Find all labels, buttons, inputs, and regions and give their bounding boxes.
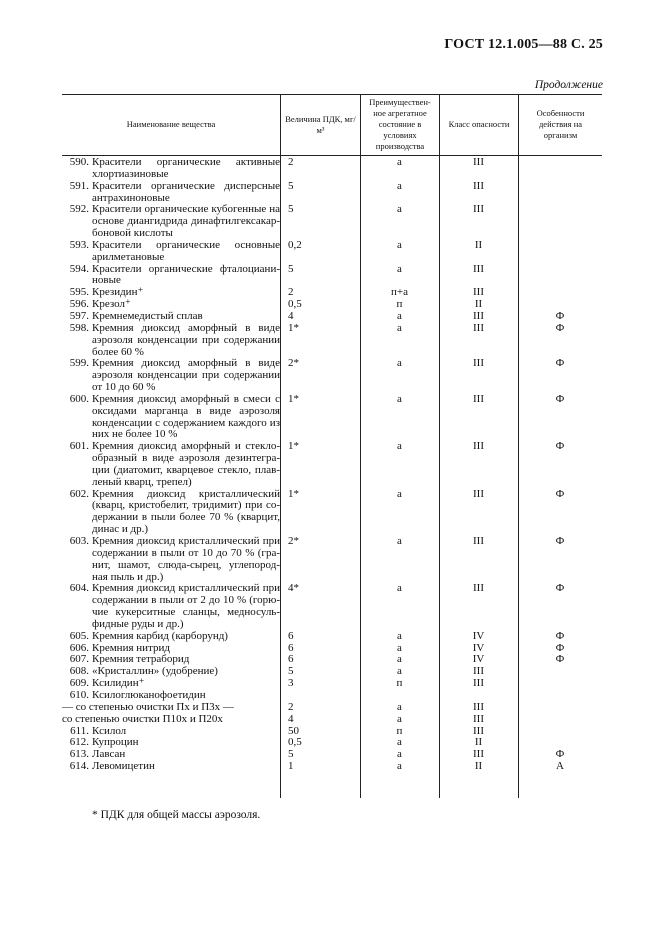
aggregate-state: а — [397, 700, 402, 713]
pdk-value: 1* — [288, 321, 299, 334]
substance-name: Купроцин — [92, 736, 139, 749]
continuation-label: Продолжение — [534, 79, 603, 91]
row-number: 590. — [69, 156, 89, 168]
row-number: 600. — [69, 392, 89, 405]
hazard-class: IV — [472, 629, 485, 642]
effect-feature: Ф — [555, 653, 565, 666]
aggregate-state: п — [396, 724, 403, 737]
pdk-value: 5 — [288, 179, 294, 192]
substance-name: Левомицетин — [92, 760, 155, 773]
substance-name: Крезидин⁺ — [92, 286, 144, 299]
table-row — [62, 287, 602, 299]
substance-name: Кремния диоксид кристаллический (кварц, кристобелит, тридимит) при со-держании в пыли более 70 % (кварцит, динас и др.) — [92, 487, 280, 536]
hazard-class: III — [473, 582, 484, 595]
pdk-value: 0,5 — [288, 736, 302, 749]
aggregate-state: а — [397, 440, 402, 453]
table-row — [62, 761, 602, 773]
table-row — [62, 264, 602, 288]
pdk-value: 5 — [288, 665, 294, 678]
pdk-value: 2 — [288, 700, 294, 713]
hazard-class: III — [473, 724, 484, 737]
table-row — [62, 204, 602, 240]
row-number: 604. — [69, 582, 89, 595]
row-number: 601. — [69, 440, 89, 453]
substance-name: Кремния диоксид аморфный и стекло-образный в виде аэрозоля дезинтегра-ции (диатомит, кварцевое стекло, плав-леный кварц, трепел) — [92, 440, 280, 488]
effect-feature — [518, 702, 602, 714]
substance-name: со степенью очистки П10х и П20х — [62, 712, 223, 725]
pdk-value: 5 — [288, 262, 294, 275]
pdk-value: 4* — [288, 582, 299, 595]
substance-name: Красители органические фталоциани-новые — [92, 262, 280, 287]
effect-feature — [518, 690, 602, 702]
page-header: ГОСТ 12.1.005—88 С. 25 — [444, 37, 603, 52]
hazard-class: III — [473, 321, 484, 334]
effect-feature — [518, 264, 602, 288]
pdk-value: 1 — [288, 760, 294, 773]
pdk-value: 1* — [288, 392, 299, 405]
aggregate-state: а — [397, 582, 402, 595]
pdk-value: 2* — [288, 535, 299, 547]
pdk-value: 4 — [288, 712, 294, 725]
table-row — [62, 240, 602, 264]
effect-feature — [518, 678, 602, 690]
table-row — [62, 323, 602, 359]
effect-feature: Ф — [555, 748, 565, 761]
aggregate-state: а — [397, 321, 402, 334]
row-number: 607. — [69, 653, 89, 666]
substance-name: Кремния диоксид кристаллический при содержании в пыли от 10 до 70 % (гра-нит, шамот, слюда-сырец, углепород-ная пыль и др.) — [92, 535, 280, 583]
pdk-value: 5 — [288, 203, 294, 216]
row-number: 612. — [69, 736, 89, 749]
pdk-value: 0,5 — [288, 298, 302, 311]
row-number: 594. — [69, 262, 89, 275]
pdk-value: 2 — [288, 156, 294, 168]
substance-name: Ксилидин⁺ — [92, 677, 145, 690]
table-row — [62, 489, 602, 536]
aggregate-state: п — [396, 677, 403, 690]
table-row — [62, 583, 602, 630]
table-body — [62, 157, 602, 773]
pdk-value: 1* — [288, 440, 299, 453]
aggregate-state: а — [397, 736, 402, 749]
substance-name: «Кристаллин» (удобрение) — [92, 665, 218, 678]
aggregate-state: а — [397, 760, 402, 773]
hazard-class: III — [473, 677, 484, 690]
row-number: 593. — [69, 238, 89, 251]
footnote: * ПДК для общей массы аэрозоля. — [92, 809, 261, 821]
table-row — [62, 358, 602, 394]
effect-feature: Ф — [555, 357, 565, 370]
aggregate-state: а — [397, 712, 402, 725]
row-number: 613. — [69, 748, 89, 761]
table-row — [62, 181, 602, 205]
hazard-class: III — [473, 262, 484, 275]
effect-feature — [518, 714, 602, 726]
effect-feature: Ф — [555, 440, 565, 453]
aggregate-state: а — [397, 487, 402, 500]
aggregate-state: а — [397, 357, 402, 370]
hazard-class: III — [473, 535, 484, 547]
substance-name: Красители органические дисперсные антрахиноновые — [92, 179, 280, 204]
pdk-value: 2 — [288, 286, 294, 299]
row-number: 597. — [69, 309, 89, 322]
row-number: 606. — [69, 641, 89, 654]
hazard-class: III — [473, 700, 484, 713]
substance-name: Кремния диоксид кристаллический при содержании в пыли от 2 до 10 % (горю-чие кукерситные сланцы, медносуль-фидные руды и др.) — [92, 582, 280, 630]
row-number: 605. — [69, 629, 89, 642]
hazard-class: II — [474, 238, 483, 251]
substance-name: Лавсан — [92, 748, 126, 761]
substance-name: Кремния диоксид аморфный в смеси с оксидами марганца в виде аэрозоля конденсации с содержанием каждого из них не более 10 % — [92, 392, 280, 441]
effect-feature: А — [556, 760, 564, 773]
effect-feature — [518, 204, 602, 240]
pdk-value: 3 — [288, 677, 294, 690]
effect-feature — [518, 240, 602, 264]
column-header-features: Особенности действия на организм — [536, 108, 585, 140]
row-number: 614. — [69, 760, 89, 773]
table-row — [62, 726, 602, 738]
row-number: 609. — [69, 677, 89, 690]
effect-feature — [518, 181, 602, 205]
table-row — [62, 394, 602, 441]
hazard-class: III — [473, 748, 484, 761]
effect-feature — [518, 287, 602, 299]
pdk-value: 6 — [288, 641, 294, 654]
effect-feature: Ф — [555, 641, 565, 654]
column-header-name: Наименование вещества — [126, 119, 216, 129]
row-number: 610. — [69, 688, 89, 701]
effect-feature: Ф — [555, 487, 565, 500]
hazard-class: III — [473, 179, 484, 192]
substance-name: Кремния тетраборид — [92, 653, 190, 666]
column-header-state: Преимуществен-ное агрегатное состояние в условиях производства — [369, 97, 431, 151]
hazard-class: III — [473, 712, 484, 725]
aggregate-state: а — [397, 641, 402, 654]
aggregate-state: а — [397, 156, 402, 168]
row-number: 611. — [70, 724, 89, 737]
row-number: 592. — [69, 203, 89, 216]
table-row — [62, 631, 602, 643]
table-row — [62, 714, 602, 726]
effect-feature: Ф — [555, 629, 565, 642]
pdk-value: 50 — [288, 724, 299, 737]
aggregate-state: а — [397, 203, 402, 216]
aggregate-state: а — [397, 262, 402, 275]
pdk-value: 1* — [288, 487, 299, 500]
pdk-value: 4 — [288, 309, 294, 322]
column-header-pdk: Величина ПДК, мг/м³ — [285, 113, 356, 135]
table-row — [62, 536, 602, 583]
hazard-class: III — [473, 392, 484, 405]
effect-feature: Ф — [555, 309, 565, 322]
aggregate-state: п+а — [391, 286, 408, 299]
row-number: 603. — [69, 535, 89, 547]
substance-name: — со степенью очистки Пх и П3х — — [62, 700, 234, 713]
aggregate-state: а — [397, 629, 402, 642]
pdk-value: 6 — [288, 653, 294, 666]
pdk-value: 6 — [288, 629, 294, 642]
substance-name: Кремния диоксид аморфный в виде аэрозоля конденсации при содержании более 60 % — [92, 321, 280, 358]
row-number: 595. — [69, 286, 89, 299]
column-header-hazard-class: Класс опасности — [448, 119, 510, 129]
hazard-class: II — [474, 760, 483, 773]
hazard-class: III — [473, 357, 484, 370]
substance-name: Кремния диоксид аморфный в виде аэрозоля конденсации при содержании от 10 до 60 % — [92, 357, 280, 394]
row-number: 598. — [69, 321, 89, 334]
aggregate-state: а — [397, 665, 402, 678]
substance-name: Красители органические активные хлортиазиновые — [92, 156, 280, 180]
effect-feature: Ф — [555, 321, 565, 334]
substance-name: Кремнемедистый сплав — [92, 309, 203, 322]
substance-name: Кремния нитрид — [92, 641, 170, 654]
table-row — [62, 441, 602, 488]
substance-name: Красители органические основные арилметановые — [92, 238, 280, 263]
row-number: 591. — [69, 179, 89, 192]
hazard-class: II — [474, 736, 483, 749]
substance-name: Ксилоглюканофоетидин — [92, 688, 206, 701]
aggregate-state: а — [397, 653, 402, 666]
aggregate-state: а — [397, 179, 402, 192]
effect-feature — [518, 157, 602, 181]
effect-feature — [518, 666, 602, 678]
substance-name: Кремния карбид (карборунд) — [92, 629, 228, 642]
hazard-class: III — [473, 487, 484, 500]
pdk-value: 0,2 — [288, 238, 302, 251]
hazard-class: III — [473, 665, 484, 678]
hazard-class: IV — [472, 653, 485, 666]
row-number: 602. — [69, 487, 89, 500]
hazard-class: III — [473, 309, 484, 322]
substance-name: Ксилол — [92, 724, 127, 737]
hazard-class: III — [473, 203, 484, 216]
effect-feature: Ф — [555, 582, 565, 595]
table-row — [62, 702, 602, 714]
aggregate-state: а — [397, 748, 402, 761]
effect-feature: Ф — [555, 535, 565, 547]
hazard-class: III — [473, 440, 484, 453]
substance-name: Красители органические кубогенные на основе диангидрида динафтилгексакар-боновой кислоты — [92, 203, 280, 240]
substance-name: Крезол⁺ — [92, 298, 131, 311]
table-row — [62, 157, 602, 181]
aggregate-state: а — [397, 392, 402, 405]
aggregate-state: п — [396, 298, 403, 311]
aggregate-state: а — [397, 535, 402, 547]
pdk-value: 2* — [288, 357, 299, 370]
effect-feature: Ф — [555, 392, 565, 405]
hazard-class: III — [473, 156, 484, 168]
hazard-class: III — [473, 286, 484, 299]
row-number: 608. — [69, 665, 89, 678]
hazard-class: IV — [472, 641, 485, 654]
pdk-value: 5 — [288, 748, 294, 761]
row-number: 599. — [69, 357, 89, 370]
aggregate-state: а — [397, 238, 402, 251]
hazard-class: II — [474, 298, 483, 311]
effect-feature — [518, 726, 602, 738]
aggregate-state: а — [397, 309, 402, 322]
table-row — [62, 737, 602, 749]
row-number: 596. — [69, 298, 89, 311]
